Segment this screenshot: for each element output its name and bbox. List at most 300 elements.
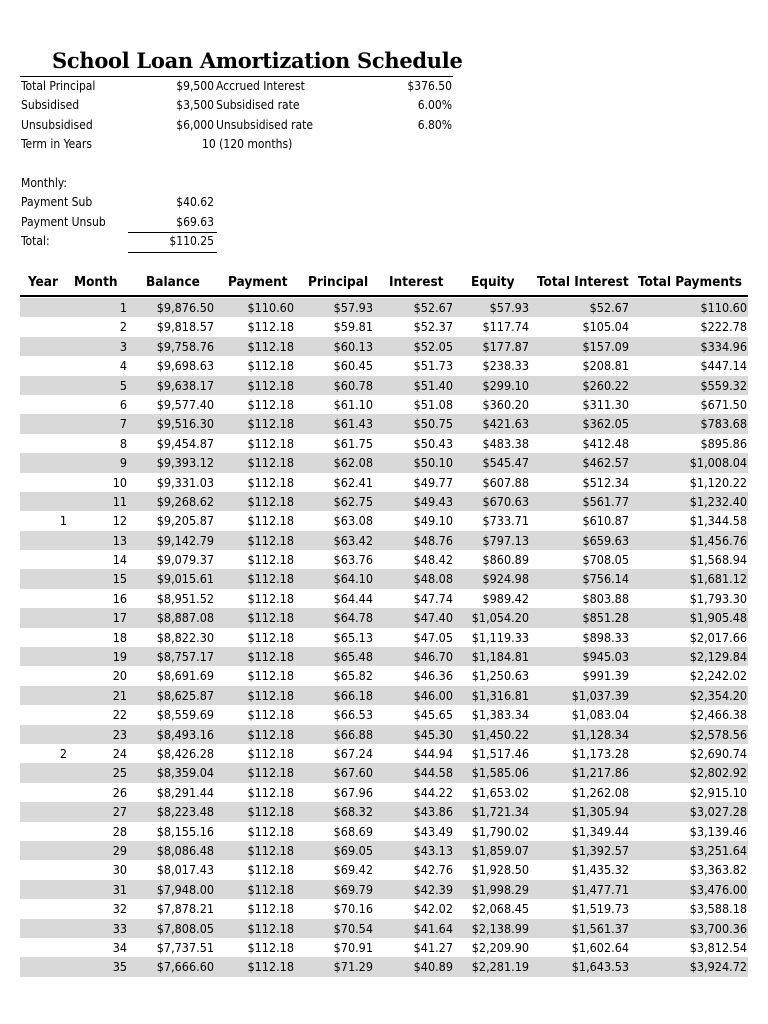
payment-sub-value: $40.62 — [176, 195, 214, 209]
cell-total-interest: $756.14 — [582, 571, 629, 587]
cell-total-payments: $2,129.84 — [689, 649, 747, 665]
cell-month: 12 — [112, 513, 127, 529]
cell-interest: $42.76 — [413, 862, 453, 878]
cell-month: 34 — [112, 939, 127, 955]
cell-balance: $9,516.30 — [156, 416, 214, 432]
cell-principal: $69.42 — [333, 862, 373, 878]
col-balance: Balance — [146, 274, 200, 290]
subsidised-rate-value: 6.00% — [417, 98, 452, 112]
cell-month: 31 — [112, 881, 127, 897]
cell-interest: $41.27 — [413, 939, 453, 955]
table-row — [20, 608, 748, 627]
cell-total-payments: $3,476.00 — [689, 881, 747, 897]
payment-unsub-label: Payment Unsub — [21, 215, 106, 229]
col-year: Year — [28, 274, 58, 290]
table-row — [20, 686, 748, 705]
cell-payment: $112.18 — [247, 687, 294, 703]
cell-payment: $112.18 — [247, 842, 294, 858]
cell-month: 21 — [112, 687, 127, 703]
cell-interest: $50.10 — [413, 455, 453, 471]
cell-balance: $9,638.17 — [156, 377, 214, 393]
cell-month: 18 — [112, 629, 127, 645]
table-row — [20, 938, 748, 957]
cell-interest: $52.67 — [413, 300, 453, 315]
cell-interest: $44.22 — [413, 784, 453, 800]
cell-month: 7 — [119, 416, 127, 432]
cell-balance: $9,015.61 — [156, 571, 214, 587]
cell-total-interest: $105.04 — [582, 319, 629, 335]
cell-month: 28 — [112, 823, 127, 839]
cell-principal: $62.41 — [333, 474, 373, 490]
table-row — [20, 376, 748, 395]
total-value: $110.25 — [169, 234, 214, 248]
subsidised-rate-label: Subsidised rate — [216, 98, 300, 112]
cell-total-interest: $157.09 — [582, 338, 629, 354]
cell-total-interest: $311.30 — [582, 396, 629, 412]
cell-principal: $69.05 — [333, 842, 373, 858]
unsubsidised-rate-value: 6.80% — [417, 118, 452, 132]
cell-total-interest: $1,217.86 — [571, 765, 629, 781]
table-row — [20, 473, 748, 492]
cell-total-payments: $3,251.64 — [689, 842, 747, 858]
cell-principal: $61.75 — [333, 435, 373, 451]
cell-balance: $7,878.21 — [156, 901, 214, 917]
cell-principal: $71.29 — [333, 959, 373, 975]
cell-total-payments: $110.60 — [700, 300, 747, 315]
cell-interest: $43.13 — [413, 842, 453, 858]
cell-total-interest: $561.77 — [582, 493, 629, 509]
cell-equity: $1,054.20 — [471, 610, 529, 626]
cell-month: 17 — [112, 610, 127, 626]
cell-principal: $62.75 — [333, 493, 373, 509]
cell-month: 30 — [112, 862, 127, 878]
cell-interest: $45.30 — [413, 726, 453, 742]
cell-interest: $48.42 — [413, 552, 453, 568]
cell-total-interest: $708.05 — [582, 552, 629, 568]
table-row — [20, 628, 748, 647]
cell-interest: $52.37 — [413, 319, 453, 335]
cell-month: 16 — [112, 590, 127, 606]
cell-interest: $43.86 — [413, 804, 453, 820]
cell-payment: $112.18 — [247, 668, 294, 684]
cell-total-payments: $1,120.22 — [689, 474, 747, 490]
cell-total-interest: $659.63 — [582, 532, 629, 548]
cell-equity: $299.10 — [482, 377, 529, 393]
unsubsidised-rate-label: Unsubsidised rate — [216, 118, 314, 132]
cell-interest: $51.73 — [413, 358, 453, 374]
cell-equity: $2,209.90 — [471, 939, 529, 955]
cell-interest: $43.49 — [413, 823, 453, 839]
cell-payment: $112.18 — [247, 881, 294, 897]
cell-principal: $70.91 — [333, 939, 373, 955]
cell-interest: $50.75 — [413, 416, 453, 432]
cell-balance: $8,155.16 — [156, 823, 214, 839]
cell-balance: $8,291.44 — [156, 784, 214, 800]
cell-total-interest: $260.22 — [582, 377, 629, 393]
accrued-interest-value: $376.50 — [407, 79, 452, 93]
total-separator — [128, 232, 217, 233]
cell-payment: $112.18 — [247, 474, 294, 490]
cell-interest: $47.74 — [413, 590, 453, 606]
cell-principal: $63.76 — [333, 552, 373, 568]
term-value: 10 (120 months) — [202, 137, 293, 151]
cell-total-interest: $945.03 — [582, 649, 629, 665]
table-row — [20, 647, 748, 666]
table-row — [20, 725, 748, 744]
cell-balance: $8,493.16 — [156, 726, 214, 742]
payment-unsub-value: $69.63 — [176, 215, 214, 229]
cell-equity: $360.20 — [482, 396, 529, 412]
cell-interest: $52.05 — [413, 338, 453, 354]
accrued-interest-label: Accrued Interest — [216, 79, 305, 93]
cell-interest: $44.94 — [413, 745, 453, 761]
cell-principal: $68.32 — [333, 804, 373, 820]
cell-total-interest: $1,083.04 — [571, 707, 629, 723]
cell-principal: $66.88 — [333, 726, 373, 742]
monthly-heading: Monthly: — [21, 176, 67, 190]
cell-month: 14 — [112, 552, 127, 568]
cell-total-payments: $222.78 — [700, 319, 747, 335]
table-row — [20, 860, 748, 879]
cell-balance: $7,808.05 — [156, 920, 214, 936]
table-row — [20, 957, 748, 976]
cell-principal: $67.96 — [333, 784, 373, 800]
title-rule — [20, 76, 453, 77]
cell-interest: $40.89 — [413, 959, 453, 975]
schedule-header — [20, 273, 748, 297]
cell-payment: $112.18 — [247, 959, 294, 975]
cell-total-interest: $1,435.32 — [571, 862, 629, 878]
cell-total-payments: $559.32 — [700, 377, 747, 393]
total-principal-label: Total Principal — [21, 79, 96, 93]
cell-month: 13 — [112, 532, 127, 548]
col-month: Month — [74, 274, 118, 290]
cell-month: 4 — [119, 358, 127, 374]
cell-month: 33 — [112, 920, 127, 936]
cell-balance: $7,737.51 — [156, 939, 214, 955]
cell-total-payments: $1,344.58 — [689, 513, 747, 529]
cell-payment: $112.18 — [247, 571, 294, 587]
cell-equity: $2,068.45 — [471, 901, 529, 917]
cell-principal: $59.81 — [333, 319, 373, 335]
cell-balance: $9,142.79 — [156, 532, 214, 548]
cell-interest: $47.40 — [413, 610, 453, 626]
table-row — [20, 434, 748, 453]
cell-total-payments: $1,681.12 — [689, 571, 747, 587]
cell-balance: $9,876.50 — [156, 300, 214, 315]
cell-month: 35 — [112, 959, 127, 975]
table-row — [20, 298, 748, 317]
cell-equity: $607.88 — [482, 474, 529, 490]
cell-equity: $797.13 — [482, 532, 529, 548]
cell-payment: $112.18 — [247, 707, 294, 723]
cell-interest: $45.65 — [413, 707, 453, 723]
term-label: Term in Years — [21, 137, 92, 151]
col-interest: Interest — [389, 274, 444, 290]
cell-equity: $1,928.50 — [471, 862, 529, 878]
cell-payment: $112.18 — [247, 629, 294, 645]
cell-equity: $238.33 — [482, 358, 529, 374]
cell-payment: $112.18 — [247, 590, 294, 606]
cell-interest: $42.02 — [413, 901, 453, 917]
cell-month: 19 — [112, 649, 127, 665]
cell-equity: $1,721.34 — [471, 804, 529, 820]
cell-principal: $69.79 — [333, 881, 373, 897]
cell-payment: $112.18 — [247, 377, 294, 393]
subsidised-value: $3,500 — [176, 98, 214, 112]
table-row — [20, 317, 748, 336]
table-row — [20, 356, 748, 375]
table-row — [20, 453, 748, 472]
table-row — [20, 783, 748, 802]
cell-equity: $483.38 — [482, 435, 529, 451]
cell-principal: $60.78 — [333, 377, 373, 393]
cell-total-interest: $851.28 — [582, 610, 629, 626]
table-row — [20, 414, 748, 433]
cell-total-interest: $1,477.71 — [571, 881, 629, 897]
table-row — [20, 880, 748, 899]
cell-total-payments: $3,139.46 — [689, 823, 747, 839]
cell-total-payments: $895.86 — [700, 435, 747, 451]
table-row — [20, 550, 748, 569]
cell-interest: $46.70 — [413, 649, 453, 665]
cell-payment: $112.18 — [247, 513, 294, 529]
cell-month: 3 — [119, 338, 127, 354]
cell-principal: $60.13 — [333, 338, 373, 354]
cell-principal: $64.44 — [333, 590, 373, 606]
cell-principal: $67.24 — [333, 745, 373, 761]
cell-balance: $9,454.87 — [156, 435, 214, 451]
cell-total-payments: $2,466.38 — [689, 707, 747, 723]
cell-equity: $1,383.34 — [471, 707, 529, 723]
cell-month: 26 — [112, 784, 127, 800]
cell-month: 22 — [112, 707, 127, 723]
cell-payment: $112.18 — [247, 920, 294, 936]
cell-total-payments: $2,354.20 — [689, 687, 747, 703]
table-row — [20, 531, 748, 550]
cell-payment: $112.18 — [247, 319, 294, 335]
cell-principal: $65.13 — [333, 629, 373, 645]
cell-month: 25 — [112, 765, 127, 781]
cell-payment: $112.18 — [247, 804, 294, 820]
cell-payment: $112.18 — [247, 901, 294, 917]
cell-month: 32 — [112, 901, 127, 917]
cell-balance: $9,698.63 — [156, 358, 214, 374]
cell-total-interest: $1,128.34 — [571, 726, 629, 742]
cell-equity: $2,281.19 — [471, 959, 529, 975]
cell-balance: $7,948.00 — [156, 881, 214, 897]
table-row — [20, 802, 748, 821]
cell-payment: $112.18 — [247, 493, 294, 509]
cell-total-interest: $208.81 — [582, 358, 629, 374]
cell-total-payments: $2,915.10 — [689, 784, 747, 800]
cell-balance: $9,331.03 — [156, 474, 214, 490]
cell-equity: $421.63 — [482, 416, 529, 432]
cell-month: 11 — [112, 493, 127, 509]
cell-interest: $46.00 — [413, 687, 453, 703]
table-row — [20, 589, 748, 608]
cell-principal: $65.48 — [333, 649, 373, 665]
cell-total-interest: $512.34 — [582, 474, 629, 490]
cell-total-interest: $1,305.94 — [571, 804, 629, 820]
cell-balance: $8,223.48 — [156, 804, 214, 820]
cell-total-payments: $3,027.28 — [689, 804, 747, 820]
cell-equity: $860.89 — [482, 552, 529, 568]
table-row — [20, 395, 748, 414]
cell-balance: $8,017.43 — [156, 862, 214, 878]
cell-interest: $41.64 — [413, 920, 453, 936]
table-row — [20, 899, 748, 918]
cell-total-interest: $1,173.28 — [571, 745, 629, 761]
cell-month: 1 — [119, 300, 127, 315]
cell-payment: $112.18 — [247, 862, 294, 878]
cell-equity: $1,119.33 — [471, 629, 529, 645]
cell-balance: $8,951.52 — [156, 590, 214, 606]
cell-equity: $117.74 — [482, 319, 529, 335]
payment-sub-label: Payment Sub — [21, 195, 93, 209]
cell-month: 10 — [112, 474, 127, 490]
cell-total-interest: $462.57 — [582, 455, 629, 471]
cell-month: 6 — [119, 396, 127, 412]
cell-total-payments: $1,905.48 — [689, 610, 747, 626]
cell-total-payments: $3,363.82 — [689, 862, 747, 878]
cell-principal: $65.82 — [333, 668, 373, 684]
cell-total-payments: $2,242.02 — [689, 668, 747, 684]
cell-total-payments: $334.96 — [700, 338, 747, 354]
cell-month: 5 — [119, 377, 127, 393]
cell-total-payments: $1,008.04 — [689, 455, 747, 471]
cell-interest: $49.10 — [413, 513, 453, 529]
cell-total-payments: $1,232.40 — [689, 493, 747, 509]
cell-total-interest: $991.39 — [582, 668, 629, 684]
cell-equity: $57.93 — [489, 300, 529, 315]
cell-equity: $733.71 — [482, 513, 529, 529]
col-total-payments: Total Payments — [638, 274, 743, 290]
cell-total-payments: $2,690.74 — [689, 745, 747, 761]
cell-month: 9 — [119, 455, 127, 471]
cell-equity: $670.63 — [482, 493, 529, 509]
cell-balance: $9,079.37 — [156, 552, 214, 568]
cell-equity: $1,517.46 — [471, 745, 529, 761]
cell-interest: $51.08 — [413, 396, 453, 412]
cell-payment: $112.18 — [247, 416, 294, 432]
total-label: Total: — [21, 234, 50, 248]
cell-balance: $9,205.87 — [156, 513, 214, 529]
table-row — [20, 337, 748, 356]
cell-principal: $62.08 — [333, 455, 373, 471]
cell-principal: $61.10 — [333, 396, 373, 412]
subsidised-label: Subsidised — [21, 98, 80, 112]
cell-principal: $67.60 — [333, 765, 373, 781]
unsubsidised-label: Unsubsidised — [21, 118, 93, 132]
cell-payment: $112.18 — [247, 726, 294, 742]
cell-total-interest: $898.33 — [582, 629, 629, 645]
cell-payment: $112.18 — [247, 532, 294, 548]
cell-payment: $112.18 — [247, 358, 294, 374]
col-equity: Equity — [471, 274, 515, 290]
cell-balance: $8,559.69 — [156, 707, 214, 723]
cell-equity: $1,585.06 — [471, 765, 529, 781]
cell-payment: $112.18 — [247, 823, 294, 839]
cell-balance: $8,359.04 — [156, 765, 214, 781]
cell-total-interest: $1,602.64 — [571, 939, 629, 955]
cell-equity: $2,138.99 — [471, 920, 529, 936]
cell-interest: $42.39 — [413, 881, 453, 897]
table-row — [20, 822, 748, 841]
cell-payment: $112.18 — [247, 939, 294, 955]
table-row — [20, 666, 748, 685]
cell-month: 27 — [112, 804, 127, 820]
cell-balance: $8,757.17 — [156, 649, 214, 665]
cell-interest: $47.05 — [413, 629, 453, 645]
cell-payment: $112.18 — [247, 338, 294, 354]
cell-interest: $50.43 — [413, 435, 453, 451]
cell-total-interest: $412.48 — [582, 435, 629, 451]
cell-payment: $112.18 — [247, 765, 294, 781]
cell-balance: $8,691.69 — [156, 668, 214, 684]
cell-total-payments: $671.50 — [700, 396, 747, 412]
cell-total-payments: $3,812.54 — [689, 939, 747, 955]
cell-month: 8 — [119, 435, 127, 451]
cell-interest: $51.40 — [413, 377, 453, 393]
cell-equity: $1,250.63 — [471, 668, 529, 684]
cell-total-interest: $1,037.39 — [571, 687, 629, 703]
cell-total-payments: $2,578.56 — [689, 726, 747, 742]
cell-total-payments: $1,793.30 — [689, 590, 747, 606]
cell-balance: $9,577.40 — [156, 396, 214, 412]
cell-interest: $46.36 — [413, 668, 453, 684]
cell-balance: $8,822.30 — [156, 629, 214, 645]
cell-total-payments: $2,802.92 — [689, 765, 747, 781]
cell-principal: $60.45 — [333, 358, 373, 374]
cell-balance: $9,818.57 — [156, 319, 214, 335]
cell-total-interest: $1,643.53 — [571, 959, 629, 975]
cell-equity: $177.87 — [482, 338, 529, 354]
cell-year: 1 — [59, 513, 67, 529]
unsubsidised-value: $6,000 — [176, 118, 214, 132]
col-total-interest: Total Interest — [537, 274, 629, 290]
cell-equity: $989.42 — [482, 590, 529, 606]
cell-total-interest: $362.05 — [582, 416, 629, 432]
schedule-body — [20, 298, 748, 977]
cell-equity: $1,184.81 — [471, 649, 529, 665]
cell-month: 24 — [112, 745, 127, 761]
table-row — [20, 744, 748, 763]
cell-payment: $112.18 — [247, 649, 294, 665]
cell-total-interest: $610.87 — [582, 513, 629, 529]
cell-principal: $63.42 — [333, 532, 373, 548]
cell-payment: $110.60 — [247, 300, 294, 315]
col-principal: Principal — [308, 274, 369, 290]
cell-balance: $8,887.08 — [156, 610, 214, 626]
cell-equity: $1,653.02 — [471, 784, 529, 800]
table-row — [20, 511, 748, 530]
cell-principal: $64.10 — [333, 571, 373, 587]
cell-balance: $8,625.87 — [156, 687, 214, 703]
cell-interest: $44.58 — [413, 765, 453, 781]
cell-payment: $112.18 — [247, 435, 294, 451]
cell-month: 20 — [112, 668, 127, 684]
cell-total-interest: $1,519.73 — [571, 901, 629, 917]
cell-payment: $112.18 — [247, 745, 294, 761]
cell-principal: $70.16 — [333, 901, 373, 917]
cell-payment: $112.18 — [247, 784, 294, 800]
cell-equity: $924.98 — [482, 571, 529, 587]
cell-total-payments: $1,568.94 — [689, 552, 747, 568]
cell-principal: $66.53 — [333, 707, 373, 723]
cell-payment: $112.18 — [247, 552, 294, 568]
table-row — [20, 763, 748, 782]
